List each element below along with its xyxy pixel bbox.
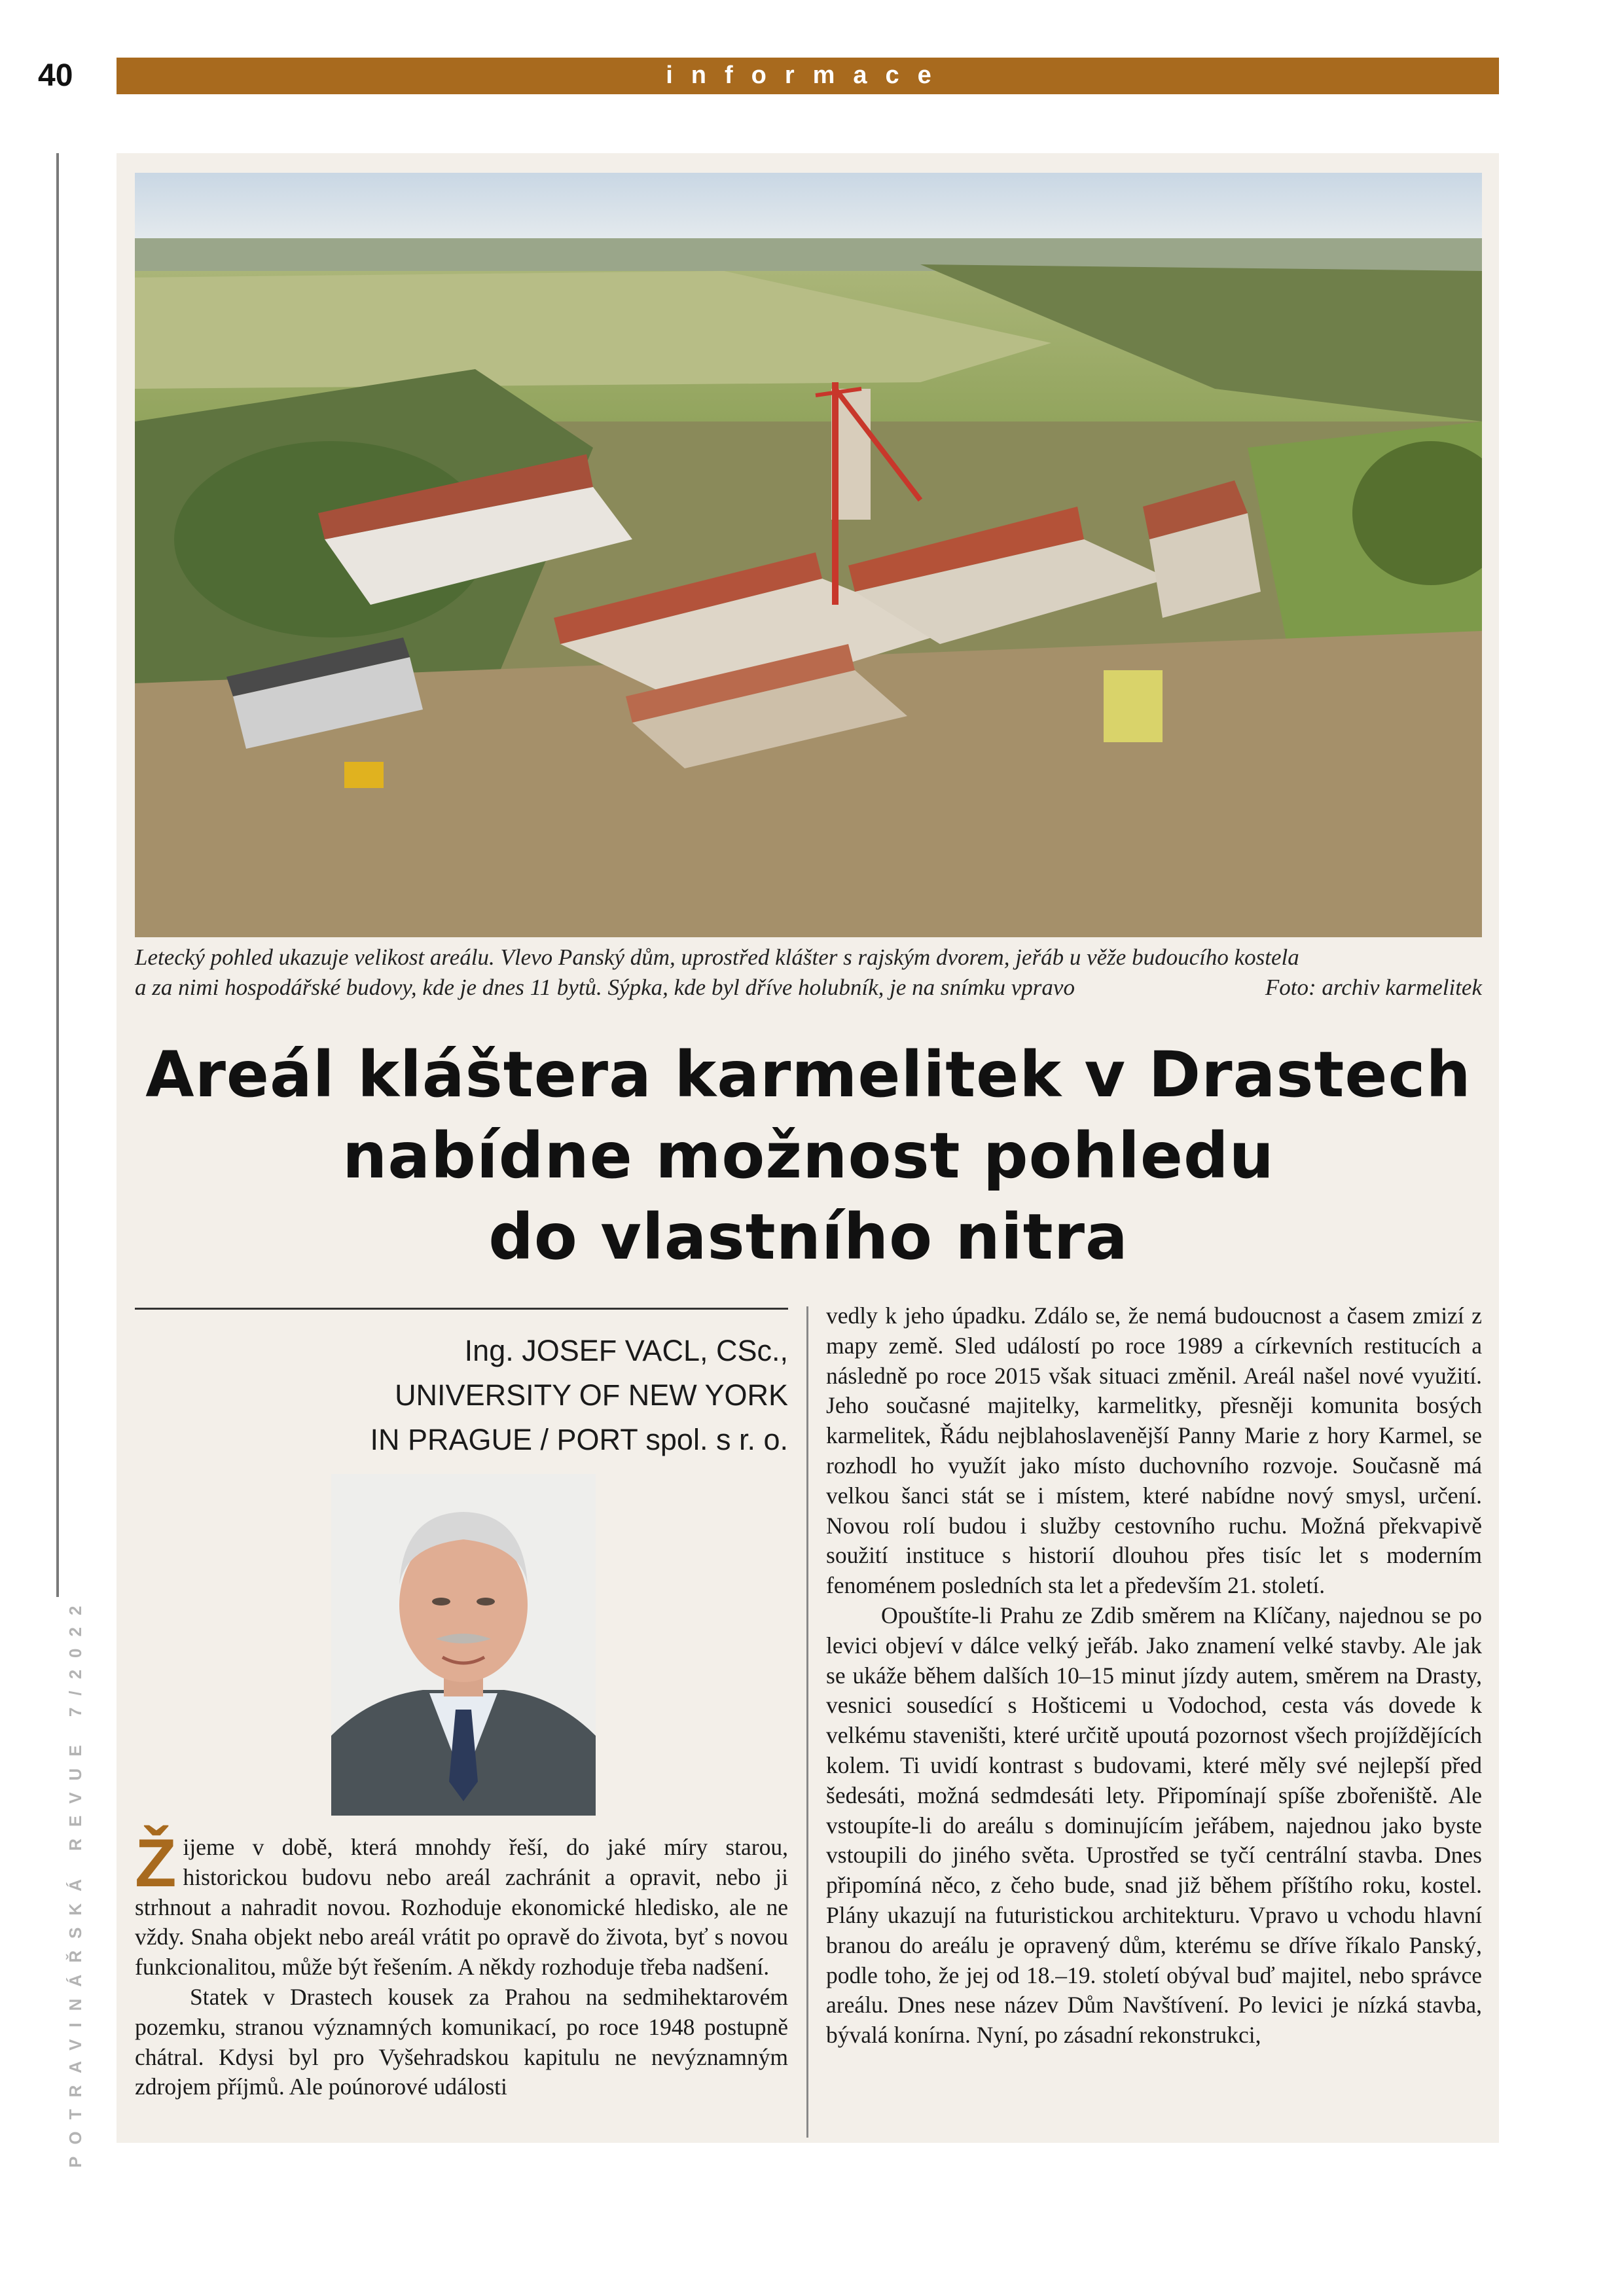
paragraph-2: Statek v Drastech kousek za Prahou na sedmihektarovém pozemku, stranou významných komunikací, po roce 1948 postupně chátral. Kdysi byl pro Vyšehradskou kapitulu ne nevýznamným zdrojem příjmů. Ale poúnorové události [135, 1983, 788, 2100]
author-portrait [331, 1474, 596, 1816]
paragraph-4: Opouštíte-li Prahu ze Zdib směrem na Klíčany, najednou se po levici objeví v dálce velký jeřáb. Jako znamení velké stavby. Ale jak se ukáže během dalších 10–15 minut jízdy autem, směrem na Drasty, vesnici sousedící s Hošticemi u Vodochod, cesta vás dovede k velkému staveništi, které určitě upoutá pozornost všech projíždějících kolem. Ti uvidí kontrast s budovami, které měly své nejlepší před šedesáti, možná sedmdesáti lety. Připomínají spíše zbořeniště. Ale vstoupíte-li do areálu s dominujícím jeřábem, najednou jako byste vstoupili do jiného světa. Uprostřed se tyčí centrální stavba. Dnes připomíná něco, z čeho bude, snad již během příštího roku, kostel. Plány ukazují na futuristickou architekturu. Vpravo u vchodu hlavní branou do areálu je opravený dům, kterému se dříve říkalo Panský, podle toho, že jej od 18.–19. století obýval buď majitel, nebo správce areálu. Dnes nese název Dům Navštívení. Po levici je nízká stavba, bývalá konírna. Nyní, po zásadní rekonstrukci, [826, 1602, 1482, 2049]
caption-line-1: Letecký pohled ukazuje velikost areálu. Vlevo Panský dům, uprostřed klášter s rajským dvorem, jeřáb u věže budoucího kostela [135, 944, 1299, 970]
article-title [131, 1034, 1486, 1278]
drop-cap: Ž [135, 1825, 177, 1901]
author-company: IN PRAGUE / PORT spol. s r. o. [370, 1423, 788, 1456]
article-column-left [135, 1825, 788, 2102]
title-line-2: nabídne možnost pohledu [342, 1119, 1275, 1193]
photo-caption [135, 942, 1482, 1003]
title-line-1: Areál kláštera karmelitek v Drastech [145, 1038, 1471, 1111]
author-rule [135, 1308, 788, 1310]
author-name: Ing. JOSEF VACL, CSc., [464, 1334, 788, 1367]
author-byline [135, 1329, 788, 1462]
section-header-bar [117, 58, 1499, 94]
paragraph-1: ijeme v době, která mnohdy řeší, do jaké míry starou, historickou budovu nebo areál zachránit a opravit, nebo ji strhnout a nahradit novou. Rozhoduje ekonomické hledisko, ale ne vždy. Snaha objekt nebo areál vrátit po opravě do života, byť s novou funkcionalitou, může být řešením. A někdy rozhoduje třeba nadšení. [135, 1834, 788, 1981]
article-column-right [826, 1301, 1482, 2051]
photo-credit: Foto: archiv karmelitek [1265, 975, 1482, 1000]
paragraph-3: vedly k jeho úpadku. Zdálo se, že nemá budoucnost a časem zmizí z mapy země. Sled událostí po roce 1989 a církevních restitucích a následně po roce 2015 však situaci změnil. Areál našel nové využití. Jeho současné majitelky, karmelitky, přesněji komunita bosých karmelitek, Řádu nejblahoslavenější Panny Marie z hory Karmel, se rozhodl ho využít jako místo duchovního rozvoje. Současně má velkou šanci stát se i místem, které nabídne nový smysl, určení. Novou rolí budou i služby cestovního ruchu. Možná překvapivě soužití instituce s historií dlouhou přes tisíc let s moderním fenoménem posledních sta let a především 21. století. [826, 1302, 1482, 1599]
caption-line-2: a za nimi hospodářské budovy, kde je dnes 11 bytů. Sýpka, kde byl dříve holubník, je na snímku vpravo [135, 975, 1075, 1000]
aerial-photo [135, 173, 1482, 937]
author-affiliation: UNIVERSITY OF NEW YORK [395, 1378, 788, 1412]
page-number: 40 [38, 58, 73, 93]
publication-sidebar-label: POTRAVINÁŘSKÁ REVUE 7/2022 [65, 1594, 85, 2168]
title-line-3: do vlastního nitra [488, 1200, 1128, 1274]
column-divider [806, 1306, 808, 2138]
side-rule [56, 153, 59, 1597]
section-label: informace [666, 62, 950, 89]
